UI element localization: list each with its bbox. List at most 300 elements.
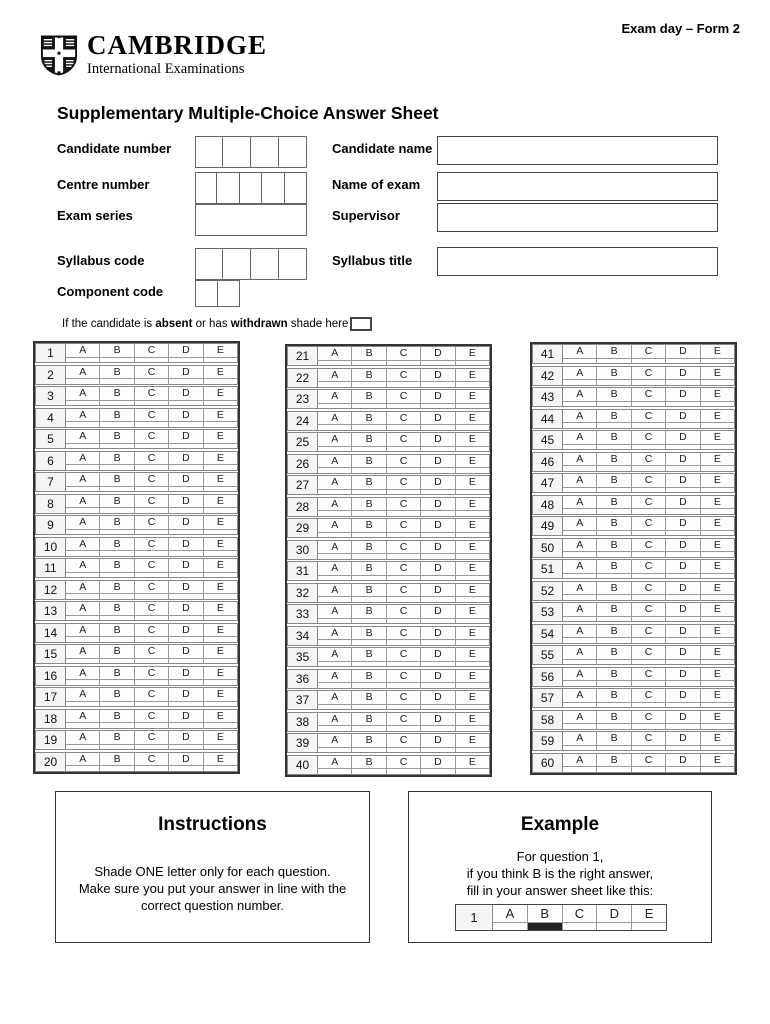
- answer-bubble-B[interactable]: [100, 508, 134, 513]
- answer-bubble-D[interactable]: [421, 576, 455, 581]
- answer-bubble-C[interactable]: [632, 724, 666, 729]
- answer-bubble-D[interactable]: [169, 616, 203, 621]
- code-box[interactable]: [195, 248, 223, 280]
- answer-bubble-D[interactable]: [666, 466, 700, 471]
- answer-bubble-E[interactable]: [701, 595, 734, 600]
- answer-bubble-B[interactable]: [352, 425, 386, 430]
- answer-bubble-A[interactable]: [66, 551, 100, 556]
- answer-bubble-C[interactable]: [632, 552, 666, 557]
- answer-bubble-A[interactable]: [66, 766, 100, 771]
- answer-bubble-A[interactable]: [563, 746, 597, 751]
- answer-bubble-A[interactable]: [563, 638, 597, 643]
- answer-bubble-E[interactable]: [632, 923, 666, 931]
- answer-bubble-D[interactable]: [666, 724, 700, 729]
- answer-bubble-E[interactable]: [456, 382, 489, 387]
- answer-bubble-B[interactable]: [597, 767, 631, 772]
- answer-bubble-C[interactable]: [135, 766, 169, 771]
- answer-bubble-D[interactable]: [421, 361, 455, 366]
- answer-bubble-E[interactable]: [701, 574, 734, 579]
- answer-bubble-C[interactable]: [135, 551, 169, 556]
- answer-bubble-B[interactable]: [352, 662, 386, 667]
- answer-bubble-D[interactable]: [169, 444, 203, 449]
- answer-bubble-B[interactable]: [100, 723, 134, 728]
- answer-bubble-B[interactable]: [597, 445, 631, 450]
- answer-bubble-E[interactable]: [701, 681, 734, 686]
- answer-bubble-B[interactable]: [597, 402, 631, 407]
- code-box[interactable]: [195, 280, 218, 307]
- answer-bubble-D[interactable]: [169, 551, 203, 556]
- answer-bubble-D[interactable]: [666, 402, 700, 407]
- answer-bubble-D[interactable]: [666, 574, 700, 579]
- answer-bubble-D[interactable]: [421, 662, 455, 667]
- answer-bubble-C[interactable]: [632, 466, 666, 471]
- answer-bubble-A[interactable]: [318, 705, 352, 710]
- answer-bubble-D[interactable]: [421, 404, 455, 409]
- answer-bubble-E[interactable]: [204, 444, 237, 449]
- answer-bubble-B[interactable]: [352, 748, 386, 753]
- answer-bubble-B[interactable]: [528, 923, 563, 931]
- answer-bubble-B[interactable]: [100, 766, 134, 771]
- answer-bubble-C[interactable]: [632, 531, 666, 536]
- answer-bubble-C[interactable]: [632, 380, 666, 385]
- answer-bubble-C[interactable]: [387, 619, 421, 624]
- answer-bubble-A[interactable]: [563, 423, 597, 428]
- answer-bubble-A[interactable]: [318, 425, 352, 430]
- answer-bubble-A[interactable]: [563, 359, 597, 364]
- answer-bubble-A[interactable]: [563, 681, 597, 686]
- answer-bubble-B[interactable]: [597, 638, 631, 643]
- component-code-boxes[interactable]: [195, 280, 240, 307]
- code-box[interactable]: [279, 136, 307, 168]
- answer-bubble-D[interactable]: [169, 465, 203, 470]
- answer-bubble-C[interactable]: [135, 358, 169, 363]
- answer-bubble-E[interactable]: [204, 616, 237, 621]
- answer-bubble-B[interactable]: [352, 640, 386, 645]
- answer-bubble-C[interactable]: [632, 488, 666, 493]
- answer-bubble-A[interactable]: [318, 404, 352, 409]
- answer-bubble-B[interactable]: [352, 447, 386, 452]
- answer-bubble-D[interactable]: [666, 681, 700, 686]
- answer-bubble-B[interactable]: [100, 379, 134, 384]
- answer-bubble-C[interactable]: [135, 422, 169, 427]
- answer-bubble-A[interactable]: [66, 530, 100, 535]
- answer-bubble-E[interactable]: [456, 468, 489, 473]
- code-box[interactable]: [223, 136, 251, 168]
- answer-bubble-B[interactable]: [597, 617, 631, 622]
- answer-bubble-B[interactable]: [597, 574, 631, 579]
- answer-bubble-A[interactable]: [318, 597, 352, 602]
- answer-bubble-D[interactable]: [169, 401, 203, 406]
- answer-bubble-E[interactable]: [701, 359, 734, 364]
- answer-bubble-E[interactable]: [204, 401, 237, 406]
- answer-bubble-B[interactable]: [100, 551, 134, 556]
- answer-bubble-E[interactable]: [701, 423, 734, 428]
- answer-bubble-D[interactable]: [169, 530, 203, 535]
- answer-bubble-C[interactable]: [135, 594, 169, 599]
- answer-bubble-D[interactable]: [169, 637, 203, 642]
- answer-bubble-C[interactable]: [135, 616, 169, 621]
- answer-bubble-B[interactable]: [100, 487, 134, 492]
- answer-bubble-B[interactable]: [352, 533, 386, 538]
- answer-bubble-D[interactable]: [169, 487, 203, 492]
- answer-bubble-C[interactable]: [135, 745, 169, 750]
- answer-bubble-C[interactable]: [632, 509, 666, 514]
- answer-bubble-B[interactable]: [597, 359, 631, 364]
- name-of-exam-input[interactable]: [437, 172, 718, 201]
- answer-bubble-B[interactable]: [352, 361, 386, 366]
- answer-bubble-B[interactable]: [352, 597, 386, 602]
- answer-bubble-E[interactable]: [204, 573, 237, 578]
- answer-bubble-B[interactable]: [597, 380, 631, 385]
- answer-bubble-C[interactable]: [632, 767, 666, 772]
- answer-bubble-E[interactable]: [701, 703, 734, 708]
- answer-bubble-E[interactable]: [204, 530, 237, 535]
- answer-bubble-B[interactable]: [100, 358, 134, 363]
- answer-bubble-B[interactable]: [352, 468, 386, 473]
- answer-bubble-D[interactable]: [421, 425, 455, 430]
- answer-bubble-E[interactable]: [204, 465, 237, 470]
- answer-bubble-B[interactable]: [597, 531, 631, 536]
- answer-bubble-A[interactable]: [563, 509, 597, 514]
- answer-bubble-B[interactable]: [100, 659, 134, 664]
- answer-bubble-D[interactable]: [666, 595, 700, 600]
- answer-bubble-D[interactable]: [421, 705, 455, 710]
- answer-bubble-C[interactable]: [387, 382, 421, 387]
- answer-bubble-E[interactable]: [456, 511, 489, 516]
- answer-bubble-D[interactable]: [169, 358, 203, 363]
- answer-bubble-A[interactable]: [318, 726, 352, 731]
- answer-bubble-B[interactable]: [352, 619, 386, 624]
- answer-bubble-A[interactable]: [66, 594, 100, 599]
- answer-bubble-E[interactable]: [701, 488, 734, 493]
- answer-bubble-D[interactable]: [169, 680, 203, 685]
- answer-bubble-D[interactable]: [666, 703, 700, 708]
- answer-bubble-A[interactable]: [66, 508, 100, 513]
- answer-bubble-E[interactable]: [204, 551, 237, 556]
- answer-bubble-C[interactable]: [387, 361, 421, 366]
- answer-bubble-E[interactable]: [456, 705, 489, 710]
- answer-bubble-C[interactable]: [135, 723, 169, 728]
- answer-bubble-A[interactable]: [563, 466, 597, 471]
- answer-bubble-C[interactable]: [387, 511, 421, 516]
- answer-bubble-D[interactable]: [421, 533, 455, 538]
- answer-bubble-E[interactable]: [456, 425, 489, 430]
- answer-bubble-B[interactable]: [597, 681, 631, 686]
- answer-bubble-E[interactable]: [204, 422, 237, 427]
- answer-bubble-E[interactable]: [204, 487, 237, 492]
- answer-bubble-D[interactable]: [169, 573, 203, 578]
- answer-bubble-C[interactable]: [632, 595, 666, 600]
- answer-bubble-D[interactable]: [421, 490, 455, 495]
- answer-bubble-A[interactable]: [66, 723, 100, 728]
- answer-bubble-A[interactable]: [563, 724, 597, 729]
- answer-bubble-D[interactable]: [169, 723, 203, 728]
- answer-bubble-E[interactable]: [701, 531, 734, 536]
- answer-bubble-A[interactable]: [563, 574, 597, 579]
- candidate-name-input[interactable]: [437, 136, 718, 165]
- answer-bubble-D[interactable]: [666, 488, 700, 493]
- answer-bubble-D[interactable]: [421, 726, 455, 731]
- answer-bubble-B[interactable]: [100, 616, 134, 621]
- code-box[interactable]: [223, 248, 251, 280]
- absent-shade-box[interactable]: [350, 317, 372, 331]
- answer-bubble-D[interactable]: [421, 447, 455, 452]
- answer-bubble-B[interactable]: [352, 382, 386, 387]
- answer-bubble-E[interactable]: [456, 576, 489, 581]
- syllabus-code-boxes[interactable]: [195, 248, 307, 280]
- answer-bubble-E[interactable]: [456, 597, 489, 602]
- answer-bubble-D[interactable]: [666, 552, 700, 557]
- answer-bubble-A[interactable]: [66, 616, 100, 621]
- answer-bubble-C[interactable]: [135, 487, 169, 492]
- answer-bubble-A[interactable]: [66, 401, 100, 406]
- answer-bubble-B[interactable]: [352, 404, 386, 409]
- answer-bubble-B[interactable]: [597, 746, 631, 751]
- answer-bubble-E[interactable]: [701, 509, 734, 514]
- answer-bubble-C[interactable]: [387, 447, 421, 452]
- answer-bubble-E[interactable]: [204, 508, 237, 513]
- answer-bubble-B[interactable]: [100, 530, 134, 535]
- candidate-number-boxes[interactable]: [195, 136, 307, 168]
- answer-bubble-A[interactable]: [318, 640, 352, 645]
- answer-bubble-D[interactable]: [666, 617, 700, 622]
- answer-bubble-E[interactable]: [701, 552, 734, 557]
- answer-bubble-D[interactable]: [169, 766, 203, 771]
- syllabus-title-input[interactable]: [437, 247, 718, 276]
- answer-bubble-C[interactable]: [387, 705, 421, 710]
- answer-bubble-E[interactable]: [204, 680, 237, 685]
- answer-bubble-A[interactable]: [563, 703, 597, 708]
- answer-bubble-E[interactable]: [204, 358, 237, 363]
- answer-bubble-C[interactable]: [387, 769, 421, 774]
- answer-bubble-E[interactable]: [456, 490, 489, 495]
- answer-bubble-B[interactable]: [597, 466, 631, 471]
- answer-bubble-D[interactable]: [169, 508, 203, 513]
- answer-bubble-E[interactable]: [456, 447, 489, 452]
- answer-bubble-B[interactable]: [352, 511, 386, 516]
- answer-bubble-A[interactable]: [318, 468, 352, 473]
- code-box[interactable]: [251, 136, 279, 168]
- answer-bubble-E[interactable]: [701, 746, 734, 751]
- answer-bubble-A[interactable]: [318, 662, 352, 667]
- answer-bubble-C[interactable]: [387, 468, 421, 473]
- answer-bubble-B[interactable]: [100, 637, 134, 642]
- answer-bubble-D[interactable]: [169, 745, 203, 750]
- answer-bubble-A[interactable]: [318, 447, 352, 452]
- answer-bubble-C[interactable]: [632, 703, 666, 708]
- answer-bubble-B[interactable]: [352, 576, 386, 581]
- answer-bubble-A[interactable]: [563, 660, 597, 665]
- answer-bubble-D[interactable]: [421, 769, 455, 774]
- code-box[interactable]: [217, 172, 239, 204]
- answer-bubble-C[interactable]: [632, 423, 666, 428]
- answer-bubble-D[interactable]: [169, 422, 203, 427]
- answer-bubble-A[interactable]: [493, 923, 528, 931]
- answer-bubble-C[interactable]: [632, 681, 666, 686]
- answer-bubble-D[interactable]: [421, 619, 455, 624]
- answer-bubble-A[interactable]: [563, 552, 597, 557]
- answer-bubble-E[interactable]: [701, 638, 734, 643]
- answer-bubble-A[interactable]: [66, 637, 100, 642]
- answer-bubble-C[interactable]: [135, 444, 169, 449]
- answer-bubble-E[interactable]: [204, 723, 237, 728]
- answer-bubble-C[interactable]: [387, 425, 421, 430]
- answer-bubble-A[interactable]: [66, 422, 100, 427]
- answer-bubble-A[interactable]: [563, 488, 597, 493]
- answer-bubble-D[interactable]: [666, 660, 700, 665]
- answer-bubble-B[interactable]: [597, 660, 631, 665]
- answer-bubble-C[interactable]: [632, 617, 666, 622]
- answer-bubble-A[interactable]: [66, 465, 100, 470]
- centre-number-boxes[interactable]: [195, 172, 307, 204]
- answer-bubble-C[interactable]: [387, 748, 421, 753]
- answer-bubble-B[interactable]: [100, 444, 134, 449]
- answer-bubble-C[interactable]: [135, 401, 169, 406]
- answer-bubble-B[interactable]: [597, 488, 631, 493]
- code-box[interactable]: [251, 248, 279, 280]
- answer-bubble-E[interactable]: [456, 361, 489, 366]
- answer-bubble-C[interactable]: [387, 662, 421, 667]
- answer-bubble-C[interactable]: [387, 683, 421, 688]
- answer-bubble-D[interactable]: [169, 702, 203, 707]
- answer-bubble-C[interactable]: [135, 573, 169, 578]
- answer-bubble-A[interactable]: [318, 619, 352, 624]
- answer-bubble-E[interactable]: [456, 619, 489, 624]
- answer-bubble-B[interactable]: [100, 465, 134, 470]
- answer-bubble-D[interactable]: [666, 531, 700, 536]
- answer-bubble-C[interactable]: [387, 576, 421, 581]
- answer-bubble-E[interactable]: [204, 702, 237, 707]
- answer-bubble-C[interactable]: [387, 597, 421, 602]
- answer-bubble-A[interactable]: [563, 445, 597, 450]
- code-box[interactable]: [279, 248, 307, 280]
- answer-bubble-E[interactable]: [456, 554, 489, 559]
- answer-bubble-E[interactable]: [456, 683, 489, 688]
- answer-bubble-C[interactable]: [632, 402, 666, 407]
- answer-bubble-E[interactable]: [456, 726, 489, 731]
- answer-bubble-E[interactable]: [204, 659, 237, 664]
- answer-bubble-A[interactable]: [66, 444, 100, 449]
- answer-bubble-D[interactable]: [666, 380, 700, 385]
- answer-bubble-E[interactable]: [456, 662, 489, 667]
- answer-bubble-C[interactable]: [387, 533, 421, 538]
- supervisor-input[interactable]: [437, 203, 718, 232]
- answer-bubble-A[interactable]: [66, 680, 100, 685]
- answer-bubble-B[interactable]: [597, 552, 631, 557]
- answer-bubble-D[interactable]: [169, 659, 203, 664]
- answer-bubble-D[interactable]: [597, 923, 632, 931]
- code-box[interactable]: [195, 172, 217, 204]
- answer-bubble-A[interactable]: [563, 617, 597, 622]
- answer-bubble-E[interactable]: [701, 380, 734, 385]
- answer-bubble-E[interactable]: [204, 594, 237, 599]
- answer-bubble-B[interactable]: [352, 705, 386, 710]
- answer-bubble-C[interactable]: [387, 726, 421, 731]
- answer-bubble-B[interactable]: [100, 401, 134, 406]
- answer-bubble-A[interactable]: [563, 380, 597, 385]
- answer-bubble-C[interactable]: [135, 508, 169, 513]
- answer-bubble-E[interactable]: [204, 766, 237, 771]
- answer-bubble-B[interactable]: [597, 509, 631, 514]
- answer-bubble-E[interactable]: [701, 466, 734, 471]
- answer-bubble-C[interactable]: [563, 923, 598, 931]
- answer-bubble-D[interactable]: [666, 638, 700, 643]
- answer-bubble-E[interactable]: [701, 660, 734, 665]
- answer-bubble-A[interactable]: [318, 533, 352, 538]
- answer-bubble-D[interactable]: [421, 748, 455, 753]
- answer-bubble-A[interactable]: [318, 769, 352, 774]
- answer-bubble-A[interactable]: [318, 683, 352, 688]
- answer-bubble-C[interactable]: [135, 637, 169, 642]
- answer-bubble-B[interactable]: [100, 422, 134, 427]
- answer-bubble-B[interactable]: [100, 573, 134, 578]
- answer-bubble-D[interactable]: [421, 554, 455, 559]
- answer-bubble-D[interactable]: [169, 594, 203, 599]
- answer-bubble-A[interactable]: [318, 554, 352, 559]
- answer-bubble-A[interactable]: [563, 595, 597, 600]
- answer-bubble-D[interactable]: [666, 509, 700, 514]
- answer-bubble-B[interactable]: [597, 595, 631, 600]
- answer-bubble-C[interactable]: [387, 404, 421, 409]
- answer-bubble-C[interactable]: [632, 574, 666, 579]
- answer-bubble-A[interactable]: [66, 487, 100, 492]
- answer-bubble-A[interactable]: [66, 659, 100, 664]
- answer-bubble-B[interactable]: [100, 594, 134, 599]
- answer-bubble-E[interactable]: [456, 404, 489, 409]
- answer-bubble-E[interactable]: [456, 533, 489, 538]
- answer-bubble-D[interactable]: [421, 640, 455, 645]
- answer-bubble-B[interactable]: [352, 726, 386, 731]
- answer-bubble-B[interactable]: [100, 680, 134, 685]
- answer-bubble-E[interactable]: [701, 445, 734, 450]
- answer-bubble-A[interactable]: [66, 702, 100, 707]
- code-box[interactable]: [240, 172, 262, 204]
- answer-bubble-D[interactable]: [421, 382, 455, 387]
- answer-bubble-B[interactable]: [352, 554, 386, 559]
- answer-bubble-A[interactable]: [318, 361, 352, 366]
- answer-bubble-E[interactable]: [456, 748, 489, 753]
- answer-bubble-D[interactable]: [666, 767, 700, 772]
- answer-bubble-C[interactable]: [387, 640, 421, 645]
- code-box[interactable]: [262, 172, 284, 204]
- answer-bubble-C[interactable]: [135, 702, 169, 707]
- answer-bubble-E[interactable]: [204, 637, 237, 642]
- answer-bubble-E[interactable]: [701, 402, 734, 407]
- answer-bubble-A[interactable]: [563, 531, 597, 536]
- answer-bubble-C[interactable]: [135, 530, 169, 535]
- answer-bubble-B[interactable]: [352, 490, 386, 495]
- answer-bubble-E[interactable]: [204, 379, 237, 384]
- answer-bubble-D[interactable]: [421, 597, 455, 602]
- answer-bubble-E[interactable]: [701, 767, 734, 772]
- answer-bubble-C[interactable]: [135, 680, 169, 685]
- answer-bubble-A[interactable]: [66, 745, 100, 750]
- answer-bubble-D[interactable]: [169, 379, 203, 384]
- answer-bubble-A[interactable]: [318, 382, 352, 387]
- answer-bubble-B[interactable]: [352, 683, 386, 688]
- answer-bubble-B[interactable]: [597, 724, 631, 729]
- answer-bubble-A[interactable]: [318, 576, 352, 581]
- answer-bubble-A[interactable]: [318, 748, 352, 753]
- answer-bubble-C[interactable]: [135, 379, 169, 384]
- answer-bubble-C[interactable]: [135, 465, 169, 470]
- answer-bubble-C[interactable]: [632, 359, 666, 364]
- answer-bubble-E[interactable]: [701, 724, 734, 729]
- answer-bubble-C[interactable]: [387, 554, 421, 559]
- answer-bubble-C[interactable]: [632, 746, 666, 751]
- answer-bubble-D[interactable]: [666, 359, 700, 364]
- answer-bubble-E[interactable]: [456, 640, 489, 645]
